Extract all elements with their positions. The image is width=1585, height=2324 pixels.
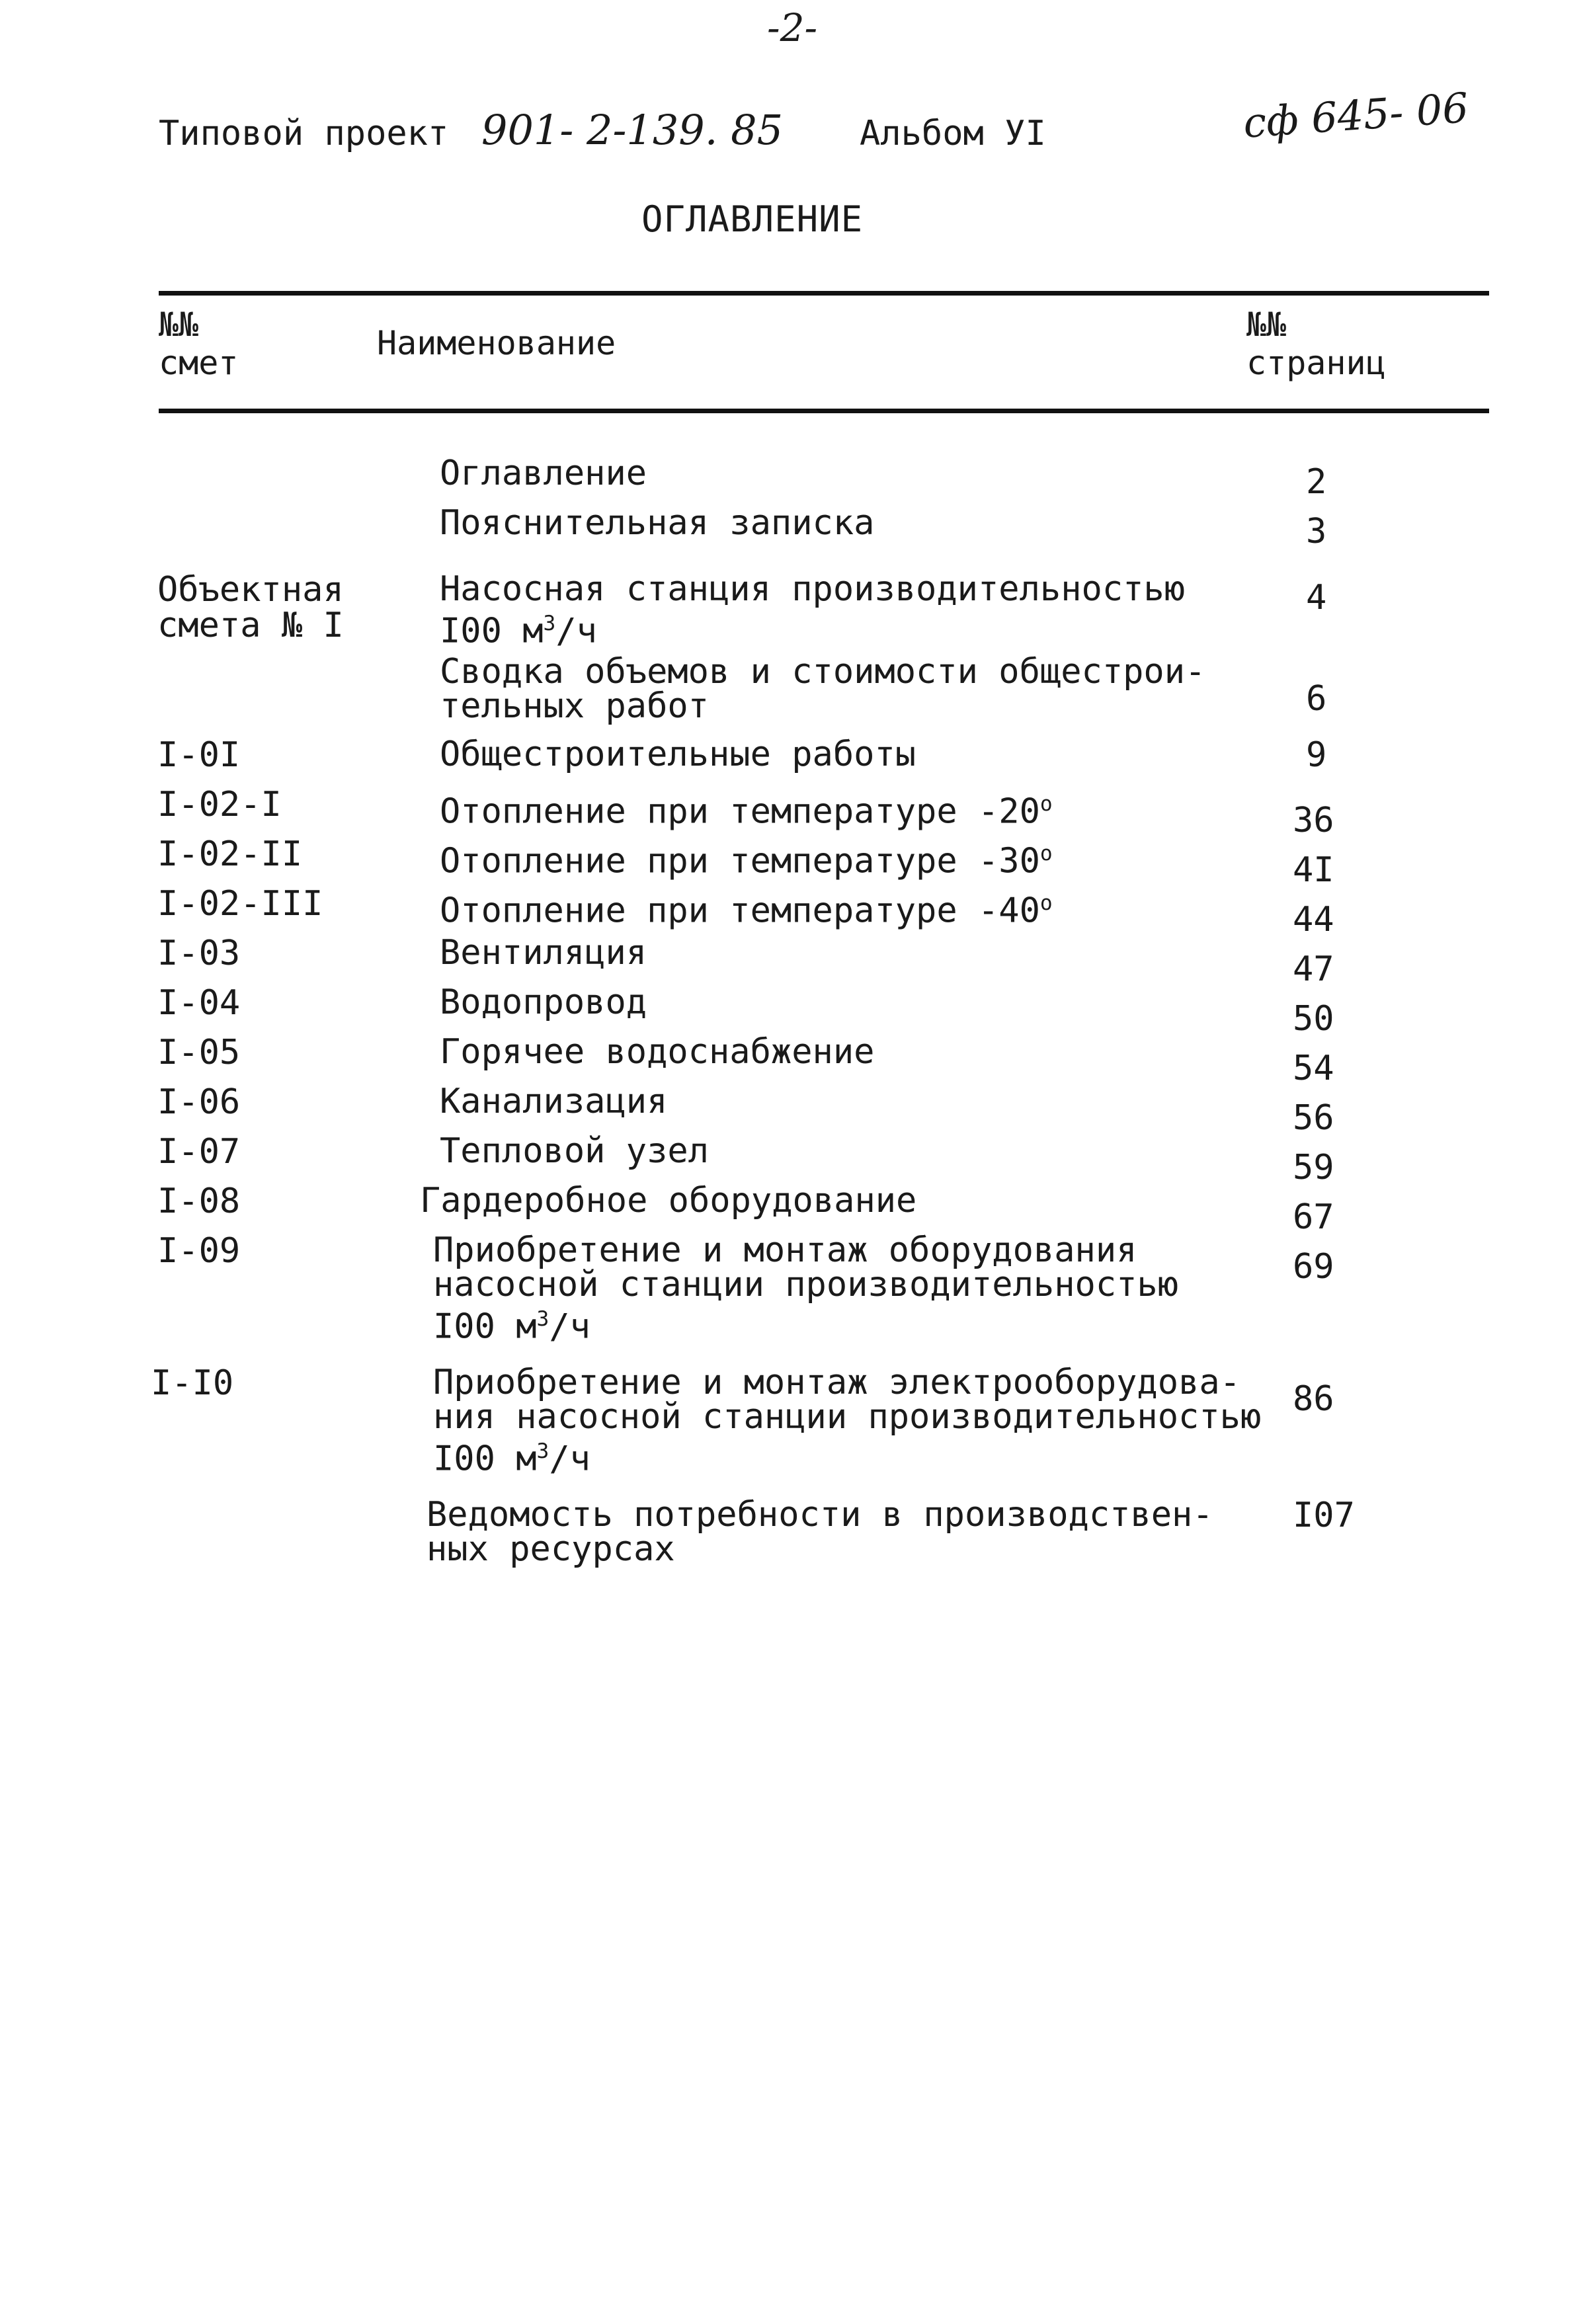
column-estimates-no: №№ смет	[159, 305, 239, 382]
row-title: Приобретение и монтаж оборудования насосной станции производительностью I00 $м^3/ч$	[433, 1230, 1179, 1347]
row-page-number: 67	[1293, 1197, 1334, 1237]
project-number: 901- 2-139. 85	[481, 106, 784, 154]
row-title: Пояснительная записка	[440, 503, 875, 543]
row-title: Насосная станция производительностью I00 $м^3/ч$	[440, 569, 1186, 651]
document-code: сф 645- 06	[1241, 83, 1470, 147]
header-label: Типовой проект	[159, 114, 449, 153]
row-title: Общестроительные работы	[440, 735, 916, 774]
row-page-number: 54	[1293, 1049, 1334, 1088]
row-page-number: 2	[1306, 462, 1327, 502]
row-page-number: I07	[1293, 1496, 1355, 1535]
row-estimate-code: I-03	[157, 934, 241, 973]
row-estimate-code: I-09	[157, 1231, 241, 1271]
row-estimate-code: I-02-III	[157, 884, 323, 924]
row-title: Канализация	[440, 1082, 668, 1121]
row-page-number: 47	[1293, 949, 1334, 989]
row-page-number: 4	[1306, 578, 1327, 618]
row-title: Водопровод	[440, 982, 647, 1022]
row-page-number: 50	[1293, 999, 1334, 1039]
row-page-number: 69	[1293, 1247, 1334, 1287]
row-title: Оглавление	[440, 454, 647, 493]
header-rule	[159, 409, 1489, 413]
row-estimate-code: I-I0	[151, 1363, 234, 1403]
row-page-number: 59	[1293, 1148, 1334, 1187]
row-page-number: 44	[1293, 900, 1334, 940]
row-page-number: 9	[1306, 735, 1327, 775]
row-title: Отопление при температуре -40$^o$	[440, 891, 1053, 931]
row-title: Тепловой узел	[440, 1131, 709, 1171]
row-estimate-code: I-06	[157, 1082, 241, 1122]
row-estimate-code: Объектная смета № I	[157, 570, 344, 645]
row-title: Гардеробное оборудование	[420, 1181, 917, 1221]
column-pages-no: №№ страниц	[1246, 305, 1386, 382]
row-estimate-code: I-07	[157, 1132, 241, 1172]
row-title: Приобретение и монтаж электрооборудова- ния насосной станции производительностью I00 $м^3/ч$	[433, 1363, 1262, 1479]
row-estimate-code: I-05	[157, 1033, 241, 1072]
album-label: Альбом УI	[860, 114, 1046, 153]
row-title: Горячее водоснабжение	[440, 1032, 875, 1072]
row-page-number: 86	[1293, 1379, 1334, 1419]
row-page-number: 4I	[1293, 850, 1334, 890]
top-rule	[159, 291, 1489, 296]
row-title: Сводка объемов и стоимости общестрои- тельных работ	[440, 652, 1206, 726]
row-page-number: 56	[1293, 1098, 1334, 1138]
row-page-number: 6	[1306, 679, 1327, 719]
row-estimate-code: I-0I	[157, 735, 241, 775]
row-title: Ведомость потребности в производствен- ных ресурсах	[427, 1495, 1213, 1569]
row-page-number: 36	[1293, 801, 1334, 840]
row-estimate-code: I-02-I	[157, 785, 282, 824]
page-number: -2-	[767, 5, 818, 50]
column-name: Наименование	[377, 324, 616, 362]
row-title: Отопление при температуре -20$^o$	[440, 791, 1053, 832]
row-estimate-code: I-02-II	[157, 834, 303, 874]
row-title: Отопление при температуре -30$^o$	[440, 841, 1053, 881]
row-estimate-code: I-08	[157, 1182, 241, 1221]
row-estimate-code: I-04	[157, 983, 241, 1023]
page-title: ОГЛАВЛЕНИЕ	[641, 198, 864, 240]
row-title: Вентиляция	[440, 933, 647, 973]
row-page-number: 3	[1306, 512, 1327, 551]
